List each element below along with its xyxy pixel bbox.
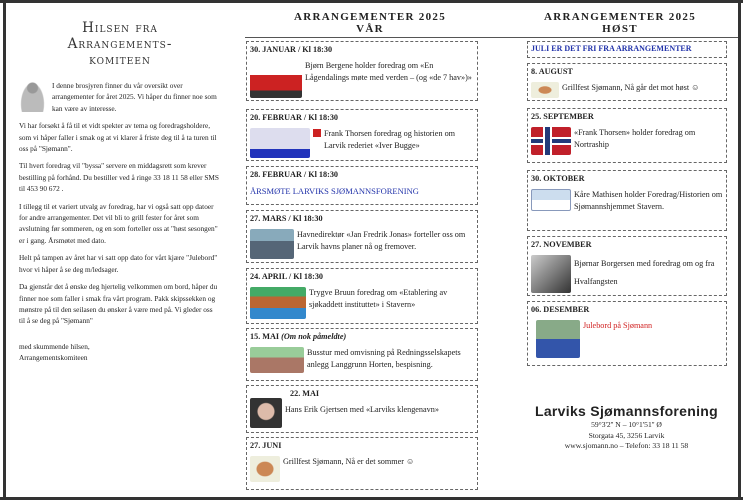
event-date: 27. NOVEMBER: [531, 240, 592, 249]
tractor-image: [250, 60, 302, 98]
greeting-text: [19, 80, 219, 370]
heading-line: HØST: [602, 23, 638, 35]
nortraship-flag: [531, 127, 571, 155]
event-text: Bjørnar Borgersen med foredrag om og fra Hvalfangsten: [574, 258, 715, 286]
event-date: 06. DESEMBER: [531, 305, 590, 314]
paragraph: Til hvert foredrag vil "byssa" servere en middagsrett som krever bestilling på forhånd. Du bestiller ved å ringe 33 18 11 58 eller SMS til 453 90 672 .: [19, 161, 219, 194]
event-card: [246, 328, 478, 381]
event-text: Grillfest Sjømann, Nå går det mot høst ☺: [562, 82, 700, 92]
building-image: [250, 287, 306, 319]
event-card: [527, 108, 727, 163]
event-card: [246, 385, 478, 433]
heading-line: ARRANGEMENTER 2025: [543, 11, 697, 23]
greeting-title: [40, 20, 200, 68]
organization-name: Larviks Sjømannsforening: [534, 403, 719, 419]
harbor-image: [250, 229, 294, 259]
notice-card: [527, 41, 727, 58]
rescue-boat-image: [250, 347, 304, 373]
event-card: [527, 236, 727, 296]
flag-icon: [313, 129, 321, 137]
event-text: Grillfest Sjømann, Nå er det sommer ☺: [283, 456, 415, 466]
event-card: [246, 166, 478, 205]
coordinates: 59°3'2'' N – 10°1'51'' Ø: [591, 420, 662, 429]
event-date: 27. JUNI: [250, 441, 282, 450]
event-text: Havnedirektør «Jan Fredrik Jonas» forteller oss om Larvik havns planer nå og fremover.: [297, 229, 466, 251]
event-date: 24. APRIL / Kl 18:30: [250, 272, 324, 281]
heading-line: VÅR: [356, 23, 384, 35]
paragraph: Da gjenstår det å ønske deg hjertelig velkommen om bord, håper du finner noe som faller i smak fra vårt program. Pakk skipssekken og mønstre på til den seilasen du ønsker å være med på. Vi gleder oss til å se deg på "Sjømann": [19, 282, 218, 326]
event-card: [246, 109, 478, 161]
event-date: 22. MAI: [290, 389, 320, 398]
address: Storgata 45, 3256 Larvik: [588, 430, 665, 440]
event-date: 30. OKTOBER: [531, 174, 585, 183]
event-date: 30. JANUAR / Kl 18:30: [250, 45, 333, 54]
whaling-photo: [531, 255, 571, 293]
event-date: 8. AUGUST: [531, 67, 573, 76]
title-line: Hilsen fra: [82, 20, 158, 36]
speaker-portrait: [250, 398, 282, 428]
contact-info: www.sjomann.no – Telefon: 33 18 11 58: [564, 441, 689, 450]
signoff-signature: Arrangementskomiteen: [19, 353, 88, 363]
sailor-at-wheel-image: [19, 80, 46, 112]
grill-party-image: [250, 456, 280, 482]
event-card: [527, 63, 727, 101]
event-card: [246, 268, 478, 324]
event-card: [527, 301, 727, 366]
event-text: Frank Thorsen foredrag og historien om Larvik rederiet «Iver Bugge»: [324, 128, 456, 150]
organization-info: [510, 420, 743, 452]
event-text: Kåre Mathisen holder Foredrag/Historien om Sjømannshjemmet Stavern.: [574, 189, 723, 211]
divider: [510, 37, 738, 38]
event-card: [246, 210, 478, 263]
paragraph: I tillegg til et variert utvalg av foredrag, har vi også satt opp datoer for andre arrangementer. Det vil bli to grill fester for året som avslutning før sommeren, og en som forteller oss at "høst sesongen" er i gang. Årsmøtet med dato.: [19, 201, 218, 245]
iver-bugge-ship-image: [250, 128, 310, 158]
paragraph: I denne brosjyren finner du vår oversikt over arrangementer for året 2025. Vi håper du finner noe som kan være av interesse.: [52, 81, 217, 113]
date-note: (Om nok påmeldte): [281, 332, 347, 341]
event-date: 20. FEBRUAR / Kl 18:30: [250, 113, 339, 122]
event-card: [527, 170, 727, 231]
event-text: «Frank Thorsen» holder foredrag om Nortraship: [574, 127, 696, 149]
signoff: med skummende hilsen,: [19, 341, 90, 351]
autumn-heading: [510, 11, 730, 35]
paragraph: Vi har forsøkt å få til et vidt spekter av tema og foredragsholdere, som vi håper faller i smak og at vi klarer å friste deg til å ta turen til oss på "Sjømann".: [19, 121, 217, 154]
title-line: komiteen: [89, 52, 151, 68]
left-border: [3, 0, 6, 500]
grill-party-image: [531, 82, 559, 98]
event-date: 27. MARS / Kl 18:30: [250, 214, 323, 223]
sjomannshjemmet-logo: [531, 189, 571, 211]
title-line: Arrangements-: [67, 36, 173, 52]
event-text: Trygve Bruun foredrag om «Etablering av sjøkaddett instituttet» i Stavern»: [309, 287, 448, 309]
event-date: [250, 331, 474, 344]
event-text: ÅRSMØTE LARVIKS SJØMANNSFORENING: [250, 185, 419, 196]
event-card: [246, 437, 478, 490]
spring-heading: [250, 11, 490, 35]
paragraph: Helt på tampen av året har vi satt opp dato for vårt kjære "Julebord" hvor vi håper å se deg m/ledsager.: [19, 253, 218, 274]
event-text: Julebord på Sjømann: [583, 320, 653, 330]
event-card: [246, 41, 478, 101]
event-text: Hans Erik Gjertsen med «Larviks klengenavn»: [285, 404, 439, 414]
divider: [245, 37, 545, 38]
event-date: 25. SEPTEMBER: [531, 112, 594, 121]
christmas-party-image: [536, 320, 580, 358]
event-text: Busstur med omvisning på Redningsselskapets anlegg Langgrunn Horten, bespisning.: [307, 347, 461, 369]
event-text: Bjørn Bergene holder foredrag om «En Lågendalings møte med verden – (og «de 7 hav»)»: [305, 60, 472, 82]
event-date: 28. FEBRUAR / Kl 18:30: [250, 170, 339, 179]
notice-text: JULI ER DET FRI FRA ARRANGEMENTER: [531, 44, 692, 53]
date-label: 15. MAI: [250, 332, 280, 341]
heading-line: ARRANGEMENTER 2025: [293, 11, 447, 23]
